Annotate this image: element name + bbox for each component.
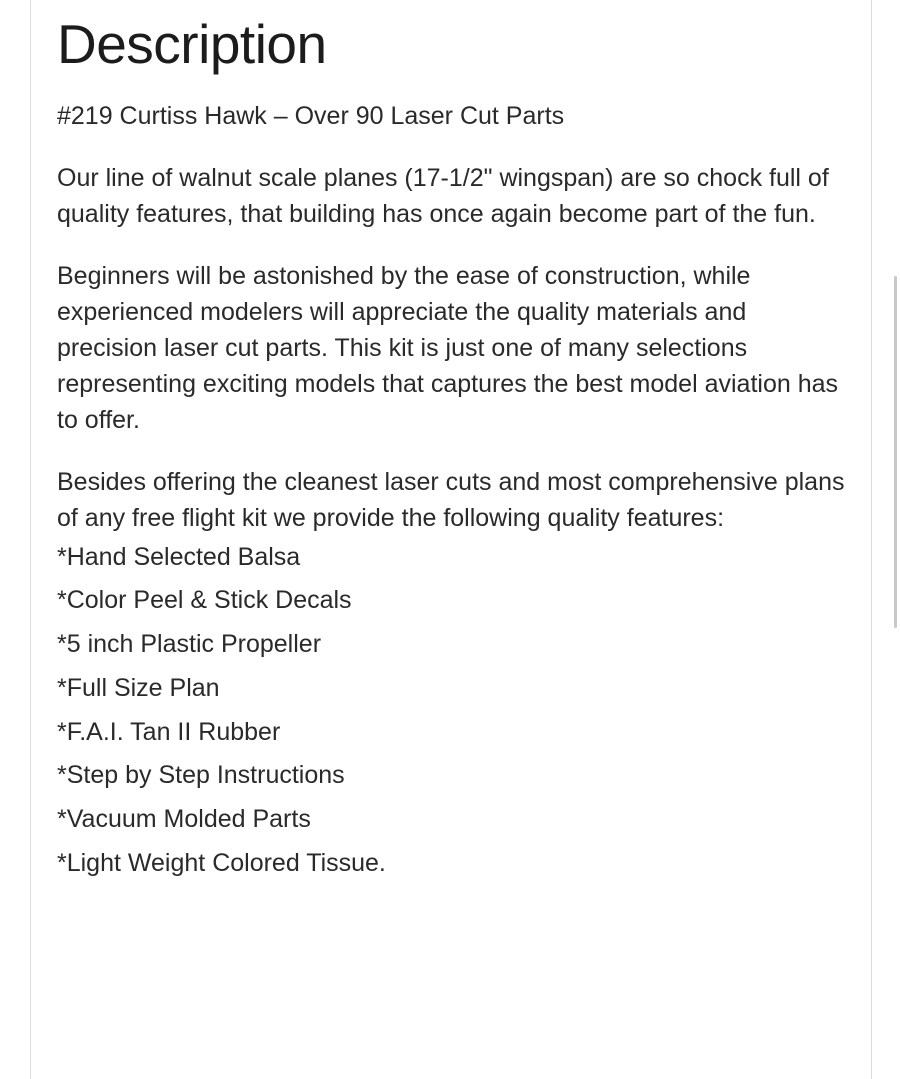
list-item: *Vacuum Molded Parts: [57, 805, 311, 833]
product-subtitle: #219 Curtiss Hawk – Over 90 Laser Cut Parts: [57, 101, 565, 130]
vertical-scrollbar[interactable]: [892, 136, 900, 496]
description-panel: [31, 0, 871, 1079]
list-item: *Color Peel & Stick Decals: [57, 586, 352, 615]
features-intro-text: Besides offering the cleanest laser cuts and most comprehensive plans of any free flight kit we provide the following quality features:: [57, 467, 845, 532]
page-title: Description: [57, 13, 327, 75]
description-paragraph: Beginners will be astonished by the ease of construction, while experienced modelers will appreciate the quality materials and precision laser cut parts. This kit is just one of many selections representing exciting models that captures the best model aviation has to offer.: [57, 261, 839, 434]
scrollbar-thumb[interactable]: [894, 276, 897, 628]
right-border-rule: [871, 0, 872, 1079]
list-item: *Light Weight Colored Tissue.: [57, 848, 386, 877]
list-item: *5 inch Plastic Propeller: [57, 630, 322, 658]
list-item: *Hand Selected Balsa: [57, 542, 301, 571]
list-item: *F.A.I. Tan II Rubber: [57, 717, 281, 746]
features-list: [57, 536, 845, 886]
list-item: *Full Size Plan: [57, 673, 220, 702]
list-item: *Step by Step Instructions: [57, 761, 345, 790]
description-paragraph: Our line of walnut scale planes (17-1/2" wingspan) are so chock full of quality features, that building has once again become part of the fun.: [57, 163, 829, 228]
